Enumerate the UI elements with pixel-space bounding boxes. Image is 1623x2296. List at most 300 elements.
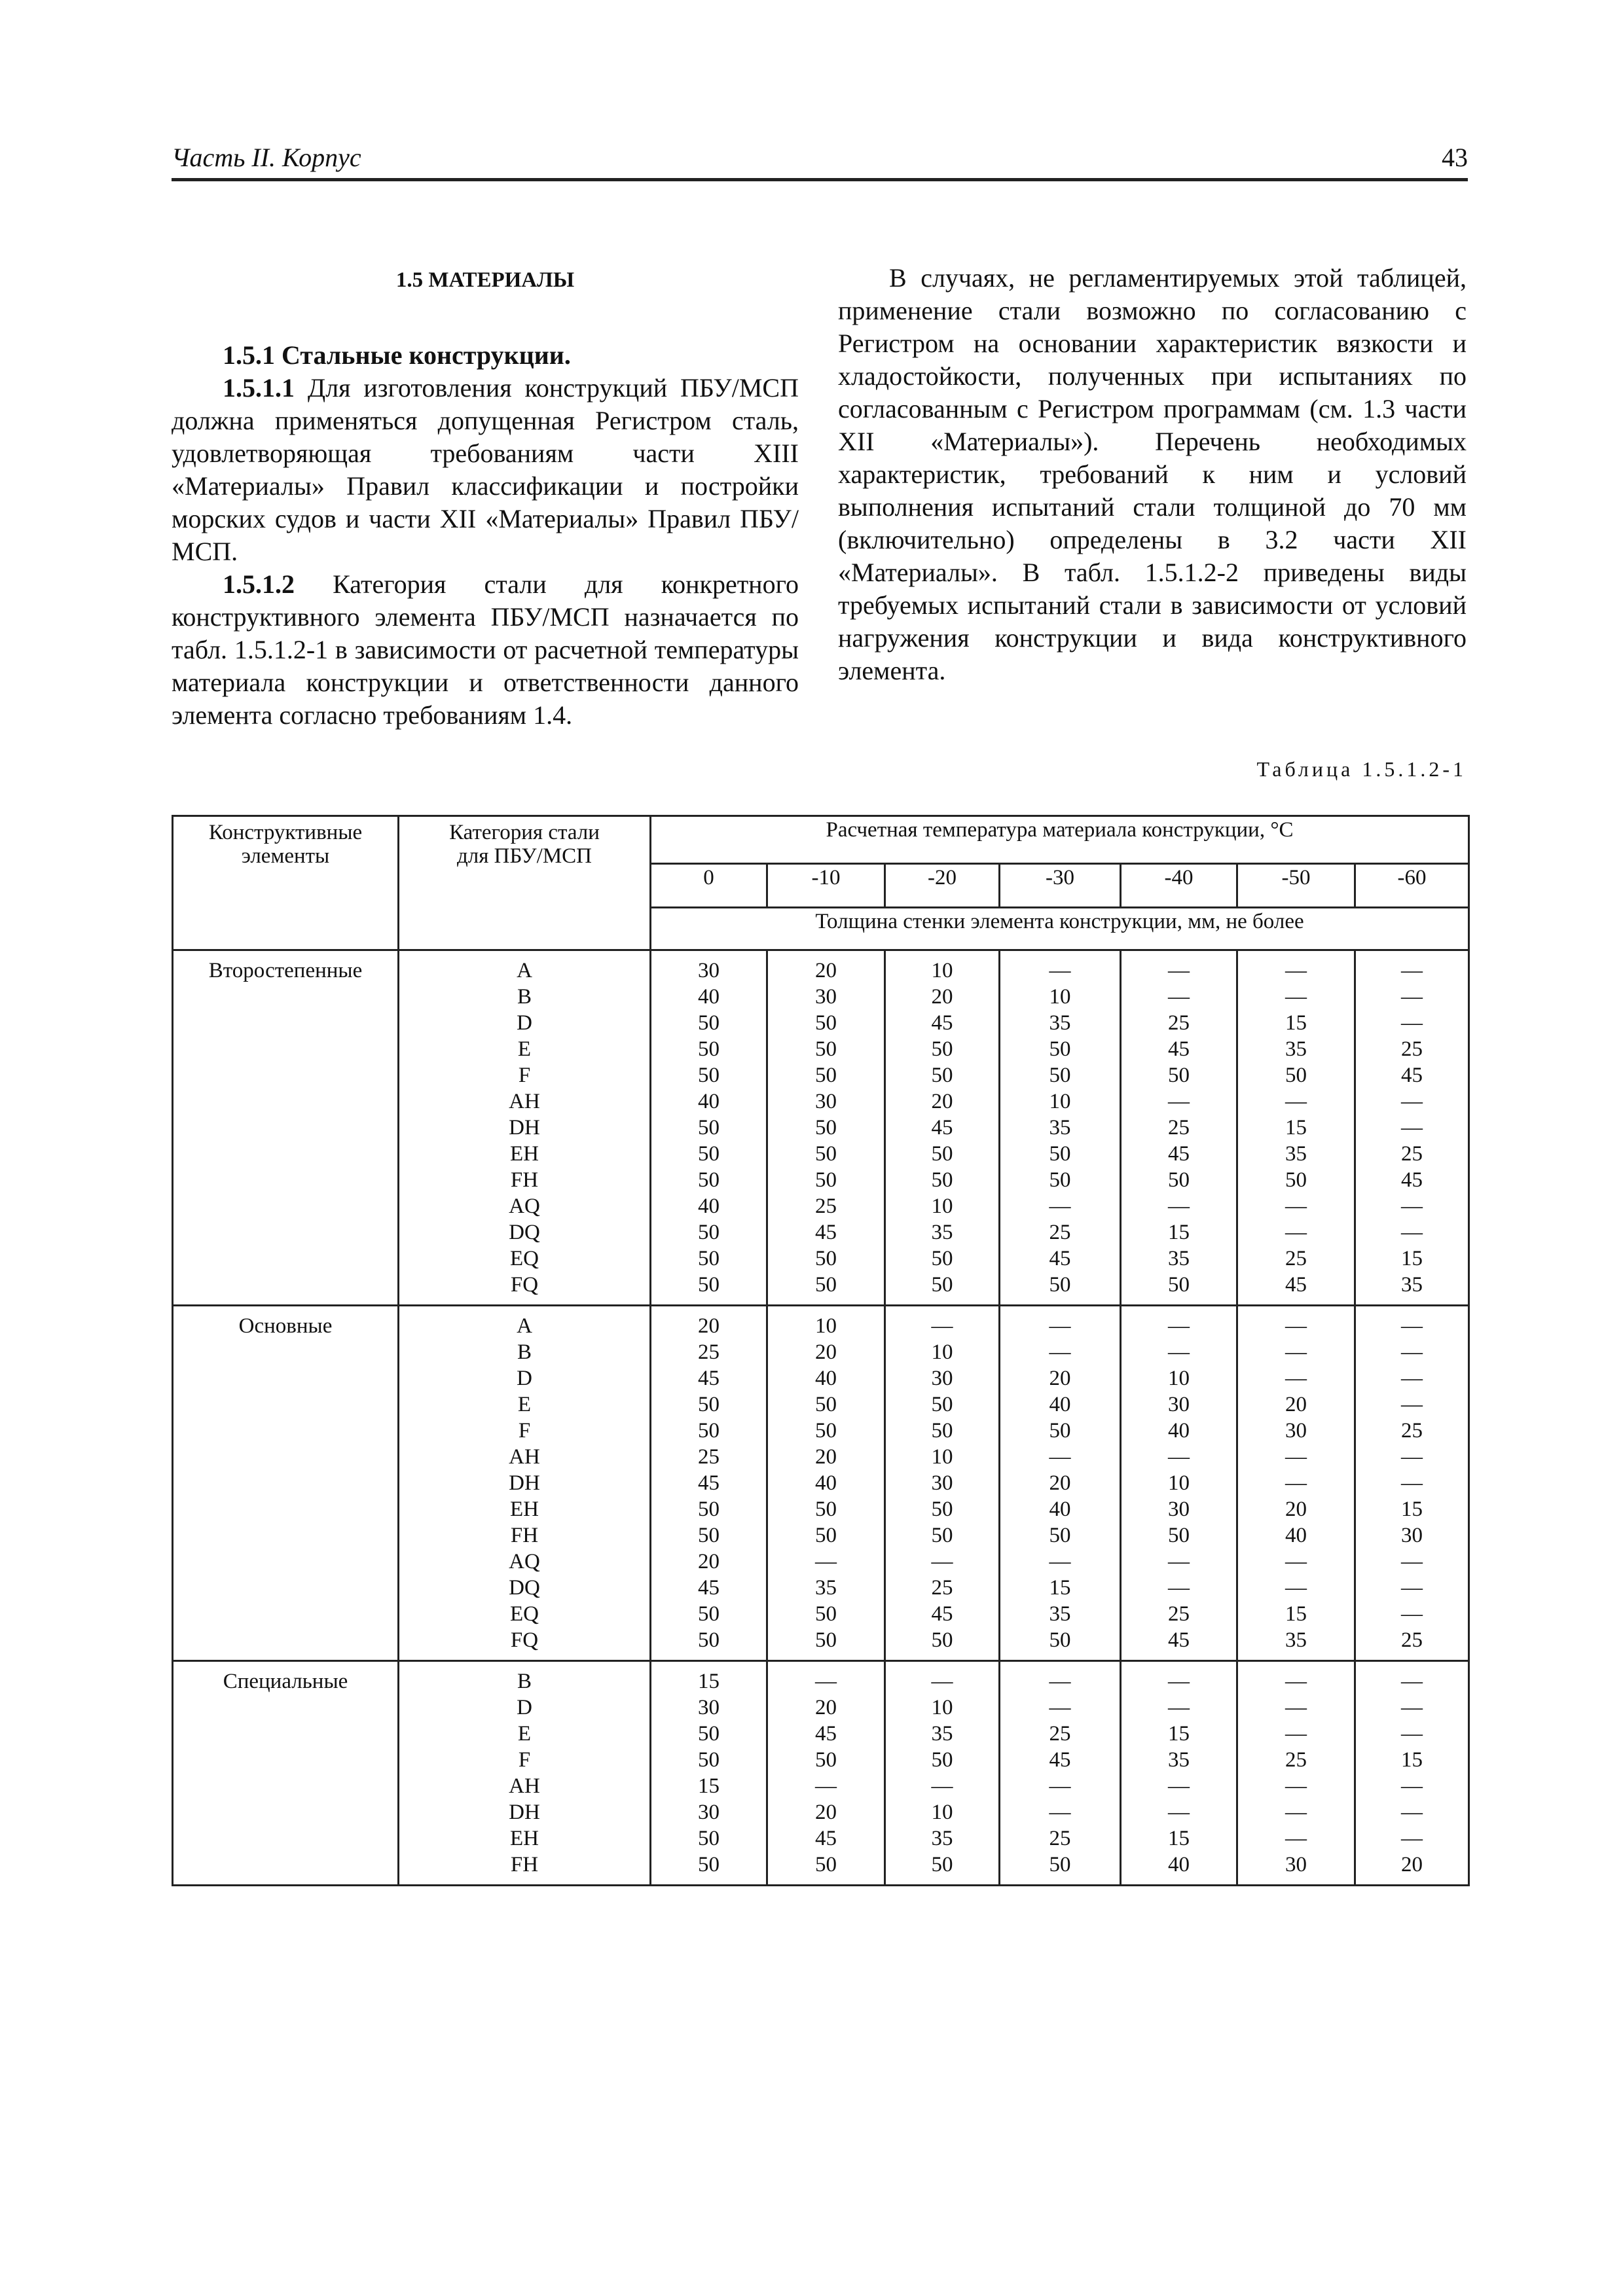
thickness-column-cell	[767, 950, 885, 1306]
steel-category: AH	[509, 1774, 540, 1798]
thickness-value: 50	[698, 1064, 720, 1087]
thickness-value: —	[1285, 1774, 1307, 1798]
thickness-value: 50	[698, 1116, 720, 1139]
steel-category: EH	[510, 1498, 539, 1521]
thickness-value: 50	[698, 1419, 720, 1443]
steel-categories-cell	[399, 950, 651, 1306]
thickness-value: —	[1285, 1090, 1307, 1113]
thickness-value: 20	[931, 1090, 953, 1113]
thickness-value: 35	[931, 1221, 953, 1244]
thickness-value: 30	[1401, 1524, 1423, 1547]
table-row	[173, 1661, 1469, 1886]
thickness-value: —	[1401, 1576, 1423, 1600]
thickness-value: 45	[1168, 1142, 1190, 1166]
thickness-value: 40	[815, 1471, 837, 1495]
thickness-value: —	[1285, 1576, 1307, 1600]
thickness-value: 25	[1168, 1116, 1190, 1139]
thickness-value: 50	[698, 1722, 720, 1746]
thickness-value: —	[1168, 1801, 1190, 1824]
thickness-value: 50	[698, 1524, 720, 1547]
steel-category: FQ	[510, 1628, 539, 1652]
thickness-value: —	[1285, 1314, 1307, 1338]
thickness-value: 50	[815, 1142, 837, 1166]
thickness-value: 25	[1285, 1247, 1307, 1270]
thickness-value: —	[1401, 1090, 1423, 1113]
paragraph-1-5-1-2	[172, 568, 799, 732]
paragraph-text: Для изготовления конструкций ПБУ/МСП должна применяться допущенная Регистром сталь, удовлетворяющая требованиям части XIII «Материалы» Правил классификации и постройки морских судов и части XII «Материалы» Правил ПБУ/МСП.	[172, 373, 799, 566]
steel-category: D	[517, 1011, 532, 1035]
steel-category: B	[517, 1670, 532, 1693]
thickness-value: 25	[1401, 1037, 1423, 1061]
steel-category-table	[172, 815, 1470, 1886]
running-header	[172, 144, 1468, 181]
thickness-column-cell	[1355, 1306, 1469, 1661]
thickness-value: —	[1285, 959, 1307, 982]
thickness-value: 50	[698, 1853, 720, 1876]
thickness-value: —	[1401, 1393, 1423, 1416]
thickness-value: 35	[1401, 1273, 1423, 1297]
thickness-value: —	[1168, 1340, 1190, 1364]
thickness-value: 10	[1168, 1471, 1190, 1495]
thickness-value: —	[1049, 959, 1071, 982]
thickness-value: 35	[1049, 1116, 1071, 1139]
thickness-value: 20	[1401, 1853, 1423, 1876]
thickness-value: —	[1285, 1722, 1307, 1746]
thickness-value: 45	[815, 1722, 837, 1746]
temp-column-header: -60	[1355, 864, 1469, 908]
thickness-value: —	[1401, 1194, 1423, 1218]
thickness-value: —	[1285, 1670, 1307, 1693]
thickness-value: 10	[1049, 985, 1071, 1009]
thickness-value: 25	[1401, 1419, 1423, 1443]
thickness-value: 50	[815, 1247, 837, 1270]
thickness-value: 50	[931, 1524, 953, 1547]
thickness-value: —	[1401, 1445, 1423, 1469]
header-thickness: Толщина стенки элемента конструкции, мм, не более	[651, 908, 1469, 950]
thickness-value: 50	[1049, 1064, 1071, 1087]
thickness-value: 50	[698, 1602, 720, 1626]
thickness-value: 40	[1168, 1853, 1190, 1876]
thickness-value: 35	[1285, 1628, 1307, 1652]
thickness-column-cell	[1121, 1306, 1237, 1661]
thickness-value: —	[1401, 1340, 1423, 1364]
thickness-value: 50	[1168, 1168, 1190, 1192]
section-title: 1.5 МАТЕРИАЛЫ	[395, 268, 575, 292]
table-row	[173, 1306, 1469, 1661]
page-number: 43	[1442, 143, 1468, 172]
paragraph-number: 1.5.1.1	[223, 373, 295, 403]
thickness-value: 50	[815, 1498, 837, 1521]
steel-category: FQ	[510, 1273, 539, 1297]
thickness-value: 50	[698, 1498, 720, 1521]
thickness-value: 40	[1049, 1393, 1071, 1416]
thickness-value: 15	[1401, 1498, 1423, 1521]
thickness-value: —	[1401, 1602, 1423, 1626]
thickness-value: 25	[1401, 1628, 1423, 1652]
thickness-column-cell	[1000, 1661, 1121, 1886]
thickness-value: 50	[698, 1628, 720, 1652]
thickness-value: 50	[931, 1247, 953, 1270]
thickness-value: 20	[1285, 1393, 1307, 1416]
table-row	[173, 950, 1469, 1306]
steel-category: A	[517, 959, 532, 982]
thickness-value: 50	[815, 1064, 837, 1087]
thickness-value: —	[1168, 1670, 1190, 1693]
steel-category: B	[517, 1340, 532, 1364]
thickness-value: 30	[931, 1367, 953, 1390]
thickness-value: 50	[698, 1827, 720, 1850]
thickness-column-cell	[1121, 1661, 1237, 1886]
thickness-value: 20	[1049, 1367, 1071, 1390]
thickness-value: 30	[698, 959, 720, 982]
steel-category: DH	[509, 1116, 540, 1139]
thickness-value: —	[1049, 1696, 1071, 1719]
thickness-value: 50	[1049, 1853, 1071, 1876]
thickness-value: —	[1168, 1090, 1190, 1113]
temp-column-header: -50	[1237, 864, 1355, 908]
paragraph-1-5-1-1	[172, 372, 799, 568]
thickness-value: 45	[815, 1827, 837, 1850]
thickness-value: 50	[698, 1748, 720, 1772]
steel-category: AQ	[509, 1550, 540, 1573]
thickness-value: 35	[1049, 1011, 1071, 1035]
thickness-column-cell	[1000, 1306, 1121, 1661]
thickness-value: 15	[1168, 1722, 1190, 1746]
left-column	[172, 262, 799, 732]
steel-category: EH	[510, 1827, 539, 1850]
steel-category: DQ	[509, 1221, 540, 1244]
thickness-value: 20	[815, 959, 837, 982]
thickness-value: 50	[815, 1393, 837, 1416]
thickness-value: 50	[698, 1247, 720, 1270]
steel-category: FH	[510, 1168, 539, 1192]
thickness-value: 50	[931, 1142, 953, 1166]
element-group-name: Второстепенные	[173, 950, 399, 1306]
thickness-value: —	[1049, 1340, 1071, 1364]
thickness-value: —	[1401, 959, 1423, 982]
thickness-value: 25	[1049, 1221, 1071, 1244]
thickness-value: 50	[931, 1273, 953, 1297]
thickness-value: 45	[1401, 1168, 1423, 1192]
thickness-value: 50	[815, 1602, 837, 1626]
thickness-value: 45	[698, 1576, 720, 1600]
thickness-column-cell	[1237, 1306, 1355, 1661]
thickness-value: 50	[931, 1393, 953, 1416]
thickness-value: 40	[1049, 1498, 1071, 1521]
thickness-value: 20	[815, 1340, 837, 1364]
thickness-value: 20	[815, 1696, 837, 1719]
thickness-value: 50	[815, 1116, 837, 1139]
steel-category: FH	[510, 1853, 539, 1876]
thickness-column-cell	[767, 1306, 885, 1661]
thickness-value: —	[1401, 1550, 1423, 1573]
thickness-value: 50	[698, 1273, 720, 1297]
thickness-value: 20	[1049, 1471, 1071, 1495]
thickness-value: 10	[1049, 1090, 1071, 1113]
thickness-value: —	[1285, 1340, 1307, 1364]
thickness-column-cell	[885, 1661, 1000, 1886]
thickness-value: 50	[931, 1748, 953, 1772]
thickness-value: —	[1168, 1696, 1190, 1719]
thickness-value: 45	[815, 1221, 837, 1244]
thickness-value: 15	[1168, 1827, 1190, 1850]
thickness-value: 50	[815, 1853, 837, 1876]
thickness-value: 45	[931, 1011, 953, 1035]
thickness-value: —	[1401, 1221, 1423, 1244]
thickness-value: 35	[1168, 1748, 1190, 1772]
steel-category: E	[517, 1037, 532, 1061]
steel-category: B	[517, 985, 532, 1009]
thickness-column-cell	[1000, 950, 1121, 1306]
header-elements: Конструктивные элементы	[173, 816, 399, 950]
thickness-value: 40	[1285, 1524, 1307, 1547]
thickness-value: 15	[1285, 1602, 1307, 1626]
thickness-value: —	[1285, 1221, 1307, 1244]
thickness-value: 40	[698, 1194, 720, 1218]
temp-column-header: -30	[1000, 864, 1121, 908]
thickness-value: —	[1401, 1722, 1423, 1746]
element-group-name: Основные	[173, 1306, 399, 1661]
thickness-value: 30	[815, 1090, 837, 1113]
thickness-value: 40	[698, 985, 720, 1009]
thickness-value: 30	[815, 985, 837, 1009]
thickness-value: —	[1049, 1314, 1071, 1338]
thickness-value: —	[1401, 1367, 1423, 1390]
thickness-value: —	[1285, 1827, 1307, 1850]
thickness-value: 25	[1401, 1142, 1423, 1166]
thickness-value: —	[1049, 1194, 1071, 1218]
thickness-value: 15	[1401, 1748, 1423, 1772]
thickness-column-cell	[651, 1306, 767, 1661]
thickness-value: 50	[1168, 1064, 1190, 1087]
right-column	[838, 262, 1467, 687]
table-caption: Таблица 1.5.1.2-1	[1256, 757, 1467, 781]
thickness-column-cell	[767, 1661, 885, 1886]
thickness-value: 50	[931, 1037, 953, 1061]
thickness-value: —	[1401, 1116, 1423, 1139]
steel-category: DH	[509, 1801, 540, 1824]
thickness-value: —	[1285, 1696, 1307, 1719]
header-temperature: Расчетная температура материала конструкции, °С	[651, 816, 1469, 864]
thickness-value: —	[1168, 1314, 1190, 1338]
thickness-value: 30	[931, 1471, 953, 1495]
thickness-value: —	[1168, 959, 1190, 982]
paragraph-text: Стальные конструкции.	[275, 340, 571, 370]
thickness-value: 50	[815, 1524, 837, 1547]
thickness-value: 30	[1168, 1498, 1190, 1521]
thickness-value: 35	[931, 1722, 953, 1746]
thickness-value: 35	[1049, 1602, 1071, 1626]
thickness-column-cell	[651, 950, 767, 1306]
thickness-value: —	[1168, 1194, 1190, 1218]
thickness-value: 50	[931, 1853, 953, 1876]
thickness-value: 50	[1049, 1273, 1071, 1297]
thickness-value: —	[1401, 1696, 1423, 1719]
thickness-value: —	[1401, 1011, 1423, 1035]
thickness-value: 50	[1285, 1064, 1307, 1087]
temp-column-header: -20	[885, 864, 1000, 908]
thickness-value: —	[931, 1550, 953, 1573]
thickness-value: 10	[931, 1696, 953, 1719]
thickness-value: 25	[1049, 1722, 1071, 1746]
thickness-value: 50	[815, 1037, 837, 1061]
thickness-value: —	[931, 1670, 953, 1693]
thickness-value: —	[1049, 1670, 1071, 1693]
thickness-column-cell	[1355, 950, 1469, 1306]
thickness-value: 15	[1285, 1116, 1307, 1139]
thickness-value: —	[815, 1550, 837, 1573]
thickness-value: 10	[931, 1445, 953, 1469]
thickness-value: 50	[698, 1037, 720, 1061]
thickness-value: 50	[815, 1011, 837, 1035]
steel-category: E	[517, 1393, 532, 1416]
thickness-value: 45	[931, 1602, 953, 1626]
thickness-value: 50	[698, 1221, 720, 1244]
thickness-value: —	[1049, 1774, 1071, 1798]
thickness-value: 50	[1049, 1142, 1071, 1166]
thickness-value: —	[1401, 1827, 1423, 1850]
steel-category: D	[517, 1696, 532, 1719]
steel-category: D	[517, 1367, 532, 1390]
thickness-value: 20	[698, 1550, 720, 1573]
thickness-value: 50	[698, 1393, 720, 1416]
thickness-value: 15	[698, 1670, 720, 1693]
steel-category: A	[517, 1314, 532, 1338]
steel-category: F	[518, 1419, 531, 1443]
thickness-value: 45	[1168, 1628, 1190, 1652]
thickness-value: —	[815, 1670, 837, 1693]
thickness-value: 15	[1168, 1221, 1190, 1244]
thickness-value: —	[1285, 1194, 1307, 1218]
thickness-value: 50	[931, 1628, 953, 1652]
thickness-value: —	[1285, 1445, 1307, 1469]
thickness-value: —	[1401, 1670, 1423, 1693]
thickness-value: 45	[931, 1116, 953, 1139]
thickness-value: 35	[1285, 1142, 1307, 1166]
thickness-value: —	[1285, 1367, 1307, 1390]
thickness-value: 45	[1168, 1037, 1190, 1061]
thickness-value: —	[1168, 1445, 1190, 1469]
thickness-value: 35	[815, 1576, 837, 1600]
steel-category: AH	[509, 1090, 540, 1113]
thickness-value: 50	[1168, 1524, 1190, 1547]
temp-column-header: -10	[767, 864, 885, 908]
thickness-value: 40	[1168, 1419, 1190, 1443]
thickness-value: 50	[698, 1011, 720, 1035]
thickness-value: —	[1049, 1550, 1071, 1573]
thickness-value: 50	[1049, 1524, 1071, 1547]
paragraph-number: 1.5.1	[223, 340, 275, 370]
thickness-value: —	[1401, 985, 1423, 1009]
thickness-column-cell	[1237, 950, 1355, 1306]
thickness-column-cell	[885, 1306, 1000, 1661]
header-category: Категория стали для ПБУ/МСП	[399, 816, 651, 950]
thickness-value: —	[1168, 1576, 1190, 1600]
thickness-value: 50	[1049, 1419, 1071, 1443]
thickness-value: 50	[931, 1498, 953, 1521]
steel-category: DH	[509, 1471, 540, 1495]
thickness-value: 45	[698, 1471, 720, 1495]
thickness-value: 25	[698, 1340, 720, 1364]
thickness-value: 25	[931, 1576, 953, 1600]
thickness-value: —	[815, 1774, 837, 1798]
thickness-value: —	[1168, 985, 1190, 1009]
thickness-value: 30	[698, 1801, 720, 1824]
thickness-column-cell	[1121, 950, 1237, 1306]
thickness-value: 40	[815, 1367, 837, 1390]
thickness-value: —	[1285, 1550, 1307, 1573]
paragraph-text: Категория стали для конкретного конструктивного элемента ПБУ/МСП назначается по табл. 1.5.1.2-1 в зависимости от расчетной температуры материала конструкции и ответственности данного элемента согласно требованиям 1.4.	[172, 569, 799, 730]
thickness-value: 25	[1049, 1827, 1071, 1850]
thickness-value: 15	[1285, 1011, 1307, 1035]
thickness-value: 15	[1049, 1576, 1071, 1600]
thickness-value: 25	[1168, 1011, 1190, 1035]
steel-category: EQ	[510, 1602, 539, 1626]
thickness-value: 45	[1049, 1748, 1071, 1772]
temp-column-header: -40	[1121, 864, 1237, 908]
thickness-value: 25	[1285, 1748, 1307, 1772]
thickness-value: 10	[815, 1314, 837, 1338]
header-part-title: Часть II. Корпус	[172, 143, 361, 172]
paragraph-number: 1.5.1.2	[223, 569, 295, 599]
thickness-value: —	[1285, 985, 1307, 1009]
steel-category: F	[518, 1064, 531, 1087]
thickness-value: 45	[1049, 1247, 1071, 1270]
steel-categories-cell	[399, 1661, 651, 1886]
thickness-value: —	[931, 1314, 953, 1338]
thickness-value: —	[1401, 1801, 1423, 1824]
thickness-value: 50	[1049, 1037, 1071, 1061]
thickness-value: 50	[815, 1748, 837, 1772]
thickness-value: 10	[931, 1194, 953, 1218]
thickness-value: 20	[1285, 1498, 1307, 1521]
thickness-value: 10	[931, 1340, 953, 1364]
thickness-column-cell	[651, 1661, 767, 1886]
thickness-value: 10	[931, 959, 953, 982]
thickness-value: 50	[815, 1168, 837, 1192]
thickness-value: 20	[815, 1801, 837, 1824]
thickness-value: 15	[698, 1774, 720, 1798]
thickness-value: 35	[1285, 1037, 1307, 1061]
thickness-value: 20	[698, 1314, 720, 1338]
steel-category: EH	[510, 1142, 539, 1166]
thickness-value: —	[1168, 1774, 1190, 1798]
thickness-value: 50	[931, 1168, 953, 1192]
thickness-value: 30	[1285, 1853, 1307, 1876]
thickness-value: 50	[931, 1419, 953, 1443]
thickness-value: 20	[815, 1445, 837, 1469]
thickness-value: 50	[815, 1273, 837, 1297]
thickness-value: 25	[1168, 1602, 1190, 1626]
thickness-value: 10	[1168, 1367, 1190, 1390]
thickness-value: —	[1401, 1774, 1423, 1798]
thickness-value: 50	[698, 1142, 720, 1166]
steel-category: AQ	[509, 1194, 540, 1218]
thickness-value: —	[1401, 1314, 1423, 1338]
steel-categories-cell	[399, 1306, 651, 1661]
thickness-value: 35	[931, 1827, 953, 1850]
thickness-value: 40	[698, 1090, 720, 1113]
temp-column-header: 0	[651, 864, 767, 908]
thickness-value: 50	[815, 1628, 837, 1652]
steel-category: F	[518, 1748, 531, 1772]
thickness-value: 25	[698, 1445, 720, 1469]
thickness-value: —	[1285, 1471, 1307, 1495]
thickness-column-cell	[1355, 1661, 1469, 1886]
thickness-value: 50	[1168, 1273, 1190, 1297]
steel-category: FH	[510, 1524, 539, 1547]
steel-category: EQ	[510, 1247, 539, 1270]
